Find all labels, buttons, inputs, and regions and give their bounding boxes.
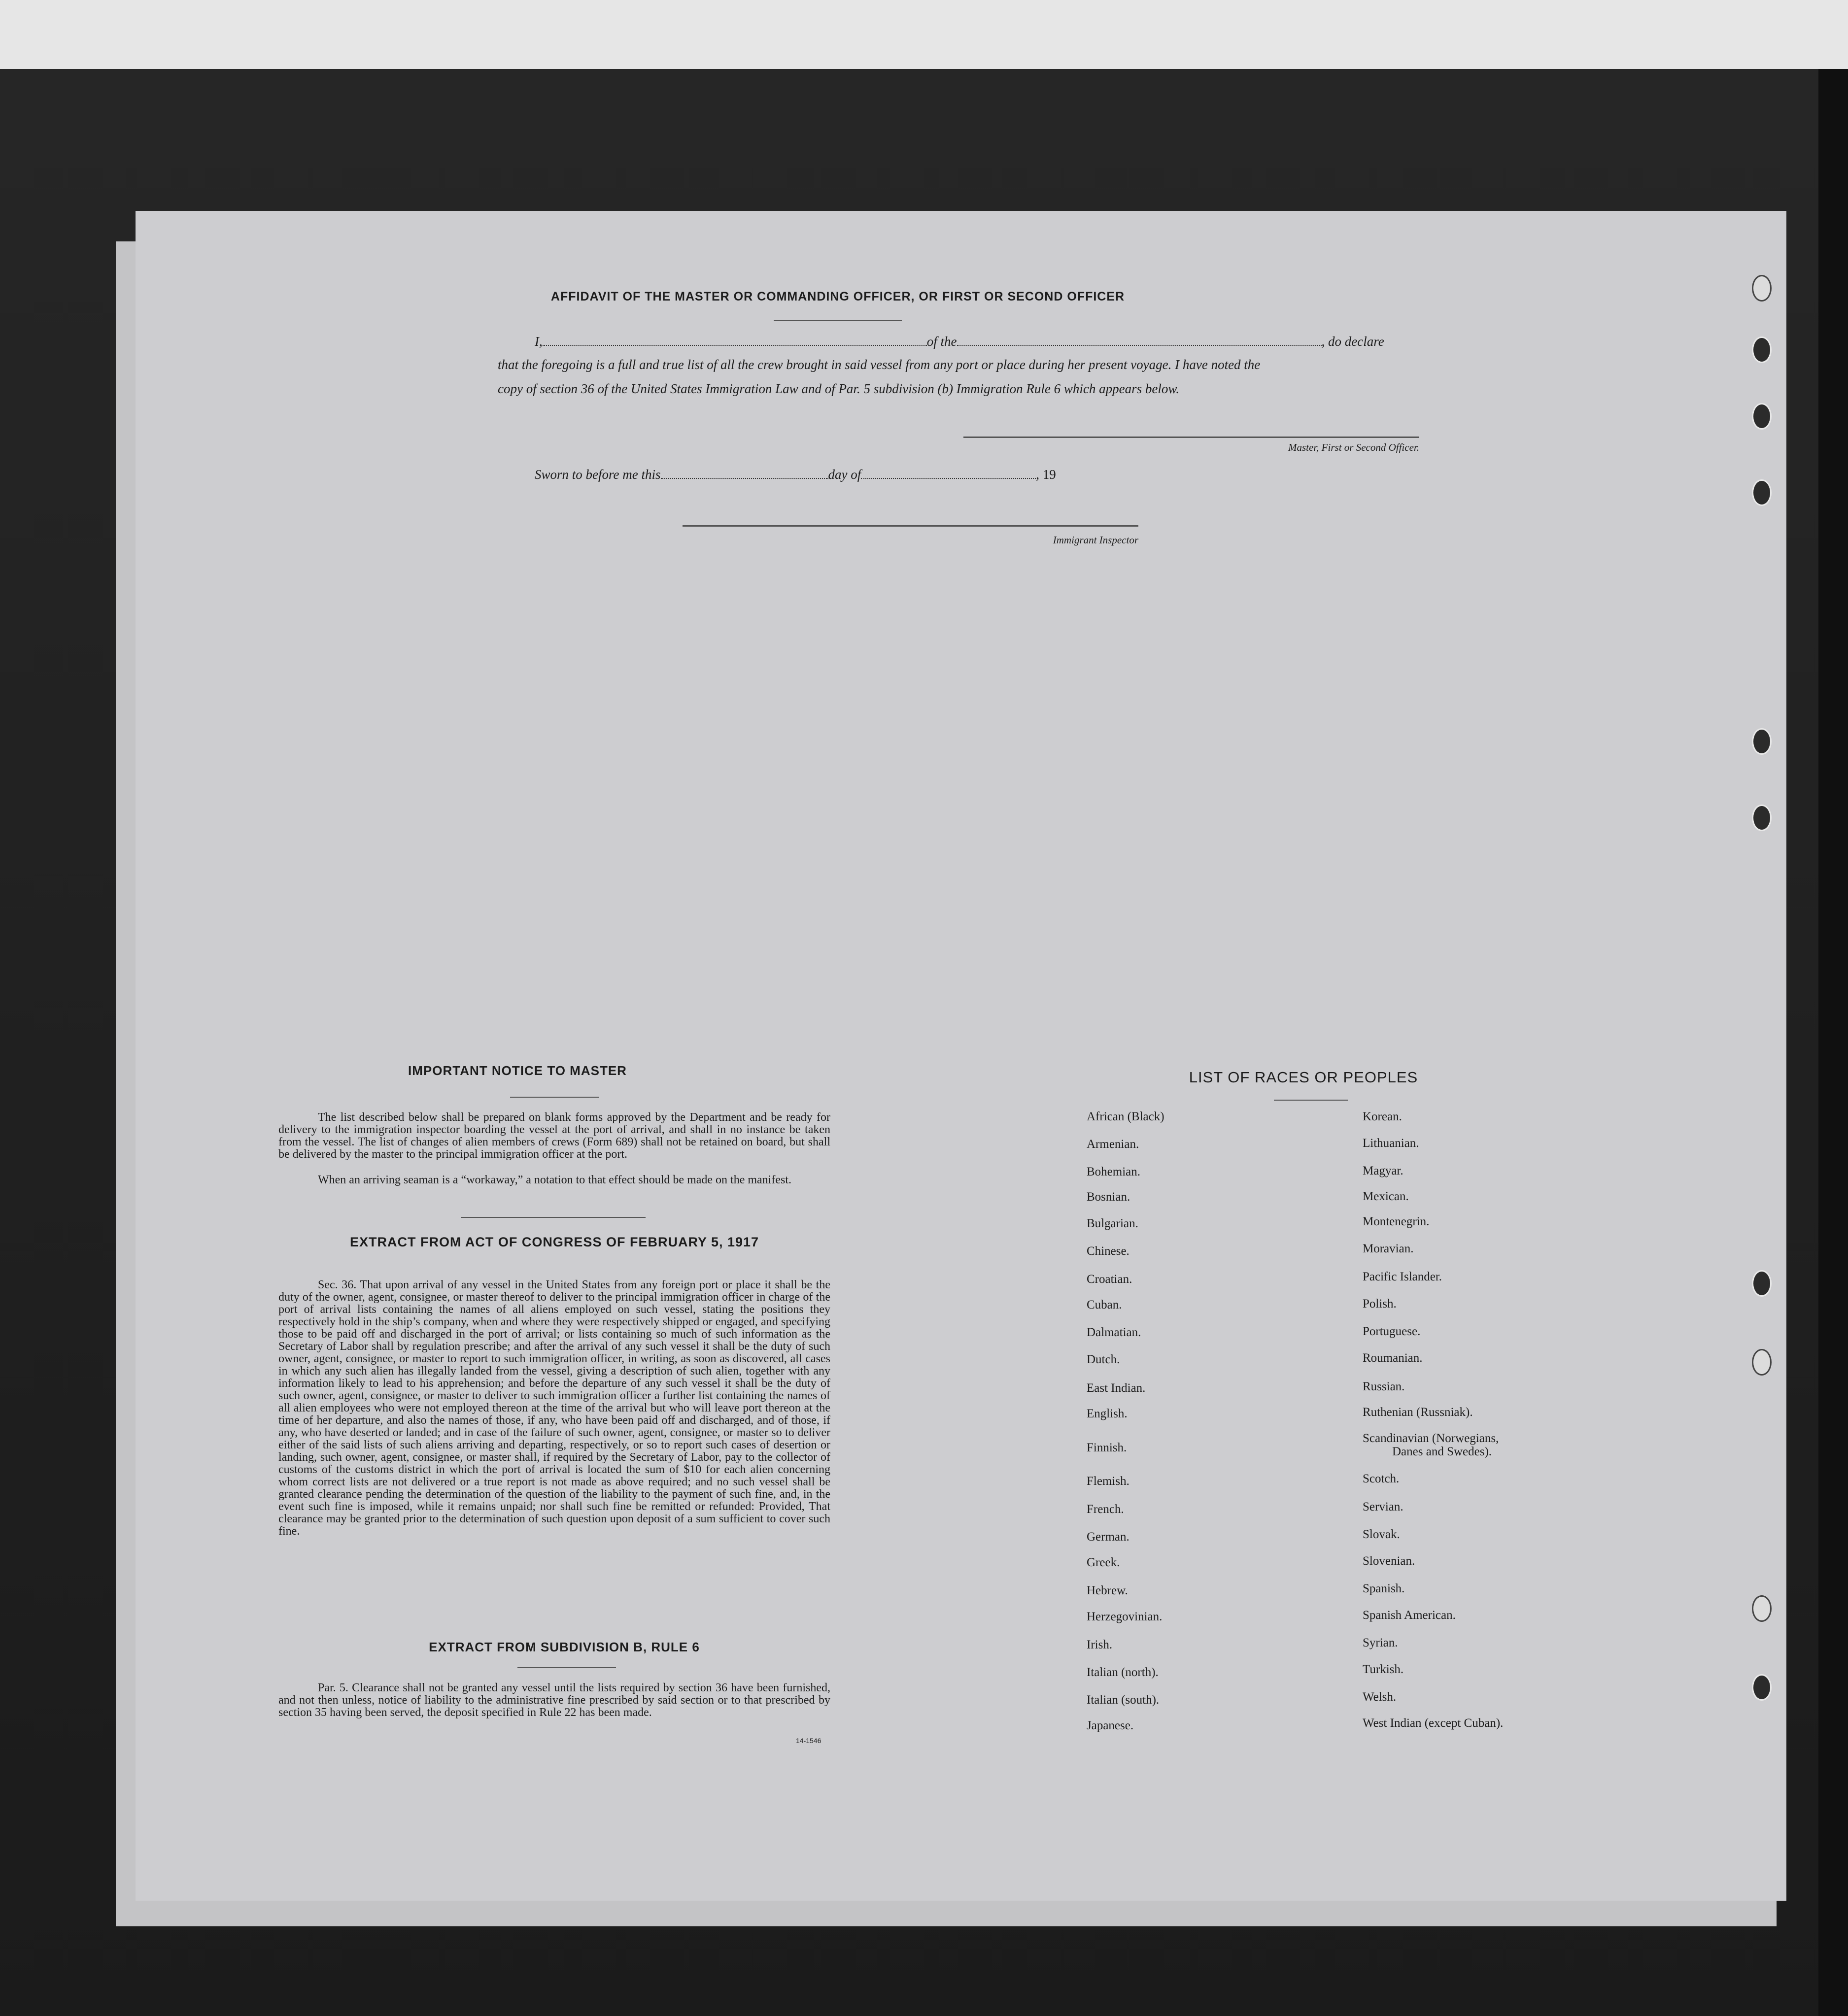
master-signature-line[interactable] bbox=[963, 437, 1419, 438]
binder-hole-icon bbox=[1752, 1270, 1772, 1297]
act-extract-title: EXTRACT FROM ACT OF CONGRESS OF FEBRUARY 5, 1917 bbox=[349, 1235, 759, 1249]
race-item: Magyar. bbox=[1363, 1164, 1403, 1177]
race-item: French. bbox=[1087, 1503, 1124, 1516]
race-item: Greek. bbox=[1087, 1556, 1120, 1569]
race-item: German. bbox=[1087, 1530, 1129, 1544]
race-item: Montenegrin. bbox=[1363, 1215, 1430, 1228]
sworn-text: Sworn to before me this bbox=[535, 467, 661, 482]
race-item: Hebrew. bbox=[1087, 1584, 1128, 1597]
vessel-field[interactable] bbox=[957, 345, 1322, 346]
inspector-signature-line[interactable] bbox=[683, 525, 1138, 527]
race-item: Italian (south). bbox=[1087, 1693, 1160, 1707]
race-item: Portuguese. bbox=[1363, 1325, 1421, 1338]
affidavit-of-the: of the bbox=[926, 334, 957, 349]
day-of-text: day of bbox=[828, 467, 861, 482]
race-item: Japanese. bbox=[1087, 1719, 1134, 1732]
affidavit-line-3: copy of section 36 of the United States Immigration Law and of Par. 5 subdivision (b) Immigration Rule 6 which appears below. bbox=[498, 381, 1180, 396]
binder-hole-icon bbox=[1752, 728, 1772, 755]
binder-hole-icon bbox=[1752, 1674, 1772, 1701]
race-item: Armenian. bbox=[1087, 1138, 1139, 1151]
divider bbox=[517, 1667, 616, 1668]
race-item: Cuban. bbox=[1087, 1298, 1122, 1311]
master-signature-label: Master, First or Second Officer. bbox=[1288, 441, 1419, 453]
year-prefix: , 19 bbox=[1036, 467, 1056, 482]
race-item: Spanish American. bbox=[1363, 1609, 1456, 1622]
race-item: Flemish. bbox=[1087, 1475, 1129, 1488]
name-field[interactable] bbox=[543, 345, 927, 346]
race-item: Mexican. bbox=[1363, 1190, 1409, 1203]
races-title: LIST OF RACES OR PEOPLES bbox=[1189, 1069, 1418, 1086]
race-item: Polish. bbox=[1363, 1297, 1397, 1310]
divider bbox=[461, 1217, 646, 1218]
race-item: Bulgarian. bbox=[1087, 1217, 1138, 1230]
race-item: Irish. bbox=[1087, 1638, 1113, 1651]
binder-hole-icon bbox=[1752, 805, 1772, 831]
race-item: Scandinavian (Norwegians, bbox=[1363, 1432, 1499, 1445]
affidavit-i: I, bbox=[535, 334, 543, 349]
form-number: 14-1546 bbox=[796, 1737, 821, 1745]
binder-hole-icon bbox=[1752, 1595, 1772, 1622]
binder-hole-icon bbox=[1752, 403, 1772, 430]
race-item: Scotch. bbox=[1363, 1472, 1400, 1485]
sworn-day-field[interactable] bbox=[661, 478, 828, 479]
race-item: African (Black) bbox=[1087, 1110, 1164, 1123]
notice-paragraph-1: The list described below shall be prepared on blank forms approved by the Department and be ready for delivery to the immigration inspector boarding the vessel at the port of arrival, and shall in no instance be taken from the vessel. The list of changes of alien members of crews (Form 689) shall not be retained on board, but shall be delivered by the master to the principal immigration officer at the port. bbox=[278, 1111, 830, 1161]
race-item: Italian (north). bbox=[1087, 1666, 1159, 1679]
divider bbox=[1274, 1100, 1348, 1101]
divider bbox=[774, 320, 902, 321]
scan-top-border bbox=[0, 0, 1848, 69]
race-item: Slovenian. bbox=[1363, 1554, 1415, 1568]
race-item: Bosnian. bbox=[1087, 1190, 1130, 1204]
rule-extract-title: EXTRACT FROM SUBDIVISION B, RULE 6 bbox=[429, 1640, 700, 1654]
affidavit-line-2: that the foregoing is a full and true list of all the crew brought in said vessel from any port or place during her present voyage. I have noted the bbox=[498, 357, 1261, 372]
notice-paragraph-2: When an arriving seaman is a “workaway,” a notation to that effect should be made on the manifest. bbox=[318, 1174, 791, 1186]
affidavit-declare: , do declare bbox=[1321, 334, 1384, 349]
document-page bbox=[136, 211, 1786, 1901]
race-item: Finnish. bbox=[1087, 1441, 1127, 1454]
act-extract-text: Sec. 36. That upon arrival of any vessel in the United States from any foreign port or place it shall be the duty of the owner, agent, consignee, or master thereof to deliver to the principal immigration officer in charge of the port of arrival lists containing the names of all aliens employed on such vessel, stating the positions they respectively hold in the ship’s company, when and where they were respectively shipped or engaged, and specifying those to be paid off and discharged in the port of arrival; or lists containing so much of such information as the Secretary of Labor shall by regulation prescribe; and after the arrival of any such vessel it shall be the duty of such owner, agent, consignee, or master to report to such immigration officer, in writing, as soon as discovered, all cases in which any such alien has illegally landed from the vessel, giving a description of such alien, together with any information likely to lead to his apprehension; and before the departure of any such vessel it shall be the duty of such owner, agent, consignee, or master to deliver to such immigration officer a further list containing the names of all alien employees who were not employed thereon at the time of the arrival but who will leave port thereon at the time of her departure, and also the names of those, if any, who have been paid off and discharged, and of those, if any, who have deserted or landed; and in case of the failure of such owner, agent, consignee, or master so to deliver either of the said lists of such aliens arriving and departing, respectively, or so to report such cases of desertion or landing, such owner, agent, consignee, or master shall, if required by the Secretary of Labor, pay to the collector of customs of the customs district in which the port of arrival is located the sum of $10 for each alien concerning whom correct lists are not delivered or a true report is not made as above required; and no such vessel shall be granted clearance pending the determination of the question of the liability to the payment of such fine, and, in the event such fine is imposed, while it remains unpaid; nor shall such fine be remitted or refunded: Provided, That clearance may be granted prior to the determination of such question upon deposit of a sum sufficient to cover such fine. bbox=[278, 1278, 830, 1538]
race-item: Korean. bbox=[1363, 1110, 1402, 1123]
affidavit-line-1 bbox=[535, 334, 1560, 349]
race-item: Chinese. bbox=[1087, 1244, 1129, 1258]
race-item: Dalmatian. bbox=[1087, 1326, 1141, 1339]
race-item: Dutch. bbox=[1087, 1353, 1120, 1366]
binder-hole-icon bbox=[1752, 479, 1772, 506]
inspector-label: Immigrant Inspector bbox=[1053, 534, 1138, 546]
sworn-line bbox=[535, 467, 1056, 482]
divider bbox=[510, 1097, 599, 1098]
scan-right-edge bbox=[1818, 69, 1848, 2016]
race-item: Croatian. bbox=[1087, 1273, 1132, 1286]
race-item: Turkish. bbox=[1363, 1663, 1404, 1676]
race-item: Russian. bbox=[1363, 1380, 1405, 1393]
race-item: Roumanian. bbox=[1363, 1351, 1423, 1365]
race-item: Spanish. bbox=[1363, 1582, 1405, 1595]
race-item: Ruthenian (Russniak). bbox=[1363, 1406, 1473, 1419]
rule-extract-text: Par. 5. Clearance shall not be granted any vessel until the lists required by section 36 have been furnished, and not then unless, notice of liability to the administrative fine prescribed by said section or to that prescribed by section 35 having been served, the deposit specified in Rule 22 has been made. bbox=[278, 1681, 830, 1719]
race-item: Welsh. bbox=[1363, 1690, 1397, 1704]
binder-hole-icon bbox=[1752, 1349, 1772, 1376]
affidavit-title: AFFIDAVIT OF THE MASTER OR COMMANDING OFFICER, OR FIRST OR SECOND OFFICER bbox=[550, 290, 1125, 303]
race-item: Syrian. bbox=[1363, 1636, 1398, 1649]
race-item: Servian. bbox=[1363, 1500, 1403, 1513]
race-item: Lithuanian. bbox=[1363, 1137, 1419, 1150]
race-item: English. bbox=[1087, 1407, 1128, 1420]
race-item: Slovak. bbox=[1363, 1528, 1400, 1541]
binder-hole-icon bbox=[1752, 336, 1772, 363]
race-item: Moravian. bbox=[1363, 1242, 1414, 1255]
race-item: West Indian (except Cuban). bbox=[1363, 1716, 1504, 1730]
race-item: East Indian. bbox=[1087, 1381, 1146, 1395]
race-item: Bohemian. bbox=[1087, 1165, 1141, 1178]
race-item: Herzegovinian. bbox=[1087, 1610, 1163, 1623]
notice-title: IMPORTANT NOTICE TO MASTER bbox=[408, 1063, 627, 1078]
race-item: Pacific Islander. bbox=[1363, 1270, 1442, 1283]
sworn-month-field[interactable] bbox=[861, 478, 1036, 479]
race-item: Danes and Swedes). bbox=[1392, 1445, 1492, 1458]
binder-hole-icon bbox=[1752, 275, 1772, 302]
